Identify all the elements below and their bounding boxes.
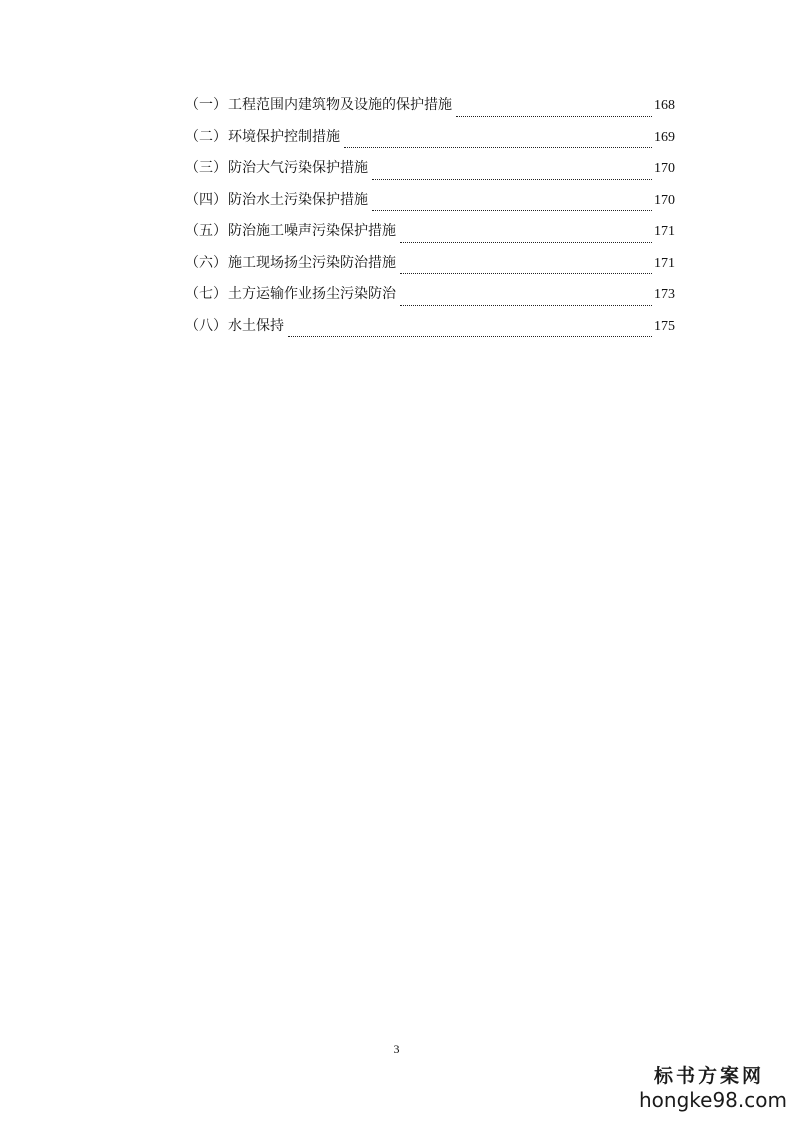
toc-entry-number: （六） <box>185 254 227 271</box>
toc-entry-title: 土方运输作业扬尘污染防治 <box>228 286 396 302</box>
watermark-logo <box>639 1064 787 1112</box>
watermark-url: hongke98.com <box>639 1088 787 1112</box>
toc-entry-6[interactable] <box>185 253 675 285</box>
toc-dot-leader <box>400 242 652 243</box>
toc-entry-title: 工程范围内建筑物及设施的保护措施 <box>228 97 452 113</box>
watermark-brand: 标书方案网 <box>653 1065 764 1087</box>
toc-entry-8[interactable] <box>185 316 675 348</box>
toc-entry-3[interactable] <box>185 158 675 190</box>
toc-entry-page: 171 <box>654 224 675 239</box>
toc-entry-1[interactable] <box>185 95 675 127</box>
toc-entry-number: （四） <box>185 191 227 208</box>
toc-dot-leader <box>456 116 652 117</box>
toc-entry-title: 防治施工噪声污染保护措施 <box>228 223 396 239</box>
toc-entry-title: 水土保持 <box>228 317 284 334</box>
toc-dot-leader <box>400 273 652 274</box>
toc-entry-2[interactable] <box>185 127 675 159</box>
toc-entry-page: 175 <box>654 318 675 334</box>
toc-entry-5[interactable] <box>185 221 675 253</box>
toc-entry-title: 防治水土污染保护措施 <box>228 191 368 208</box>
toc-entry-page: 171 <box>654 255 675 271</box>
toc-entry-title: 施工现场扬尘污染防治措施 <box>228 254 396 271</box>
toc-dot-leader <box>372 179 652 180</box>
toc-entry-number: （三） <box>185 160 227 176</box>
toc-dot-leader <box>344 147 652 148</box>
toc-entry-title: 防治大气污染保护措施 <box>228 160 368 176</box>
toc-entry-title: 环境保护控制措施 <box>228 128 340 145</box>
toc-entry-page: 173 <box>654 287 675 302</box>
toc-entry-page: 170 <box>654 192 675 208</box>
page-number: 3 <box>393 1042 400 1056</box>
toc-entry-4[interactable] <box>185 190 675 222</box>
table-of-contents <box>185 95 675 347</box>
toc-entry-number: （五） <box>185 223 227 239</box>
toc-dot-leader <box>400 305 652 306</box>
toc-entry-page: 168 <box>654 98 675 113</box>
toc-entry-page: 169 <box>654 129 675 145</box>
toc-dot-leader <box>288 336 652 337</box>
toc-entry-number: （一） <box>185 97 227 113</box>
toc-entry-page: 170 <box>654 161 675 176</box>
toc-entry-number: （二） <box>185 128 227 145</box>
toc-entry-7[interactable] <box>185 284 675 316</box>
toc-dot-leader <box>372 210 652 211</box>
toc-entry-number: （八） <box>185 317 227 334</box>
toc-entry-number: （七） <box>185 286 227 302</box>
